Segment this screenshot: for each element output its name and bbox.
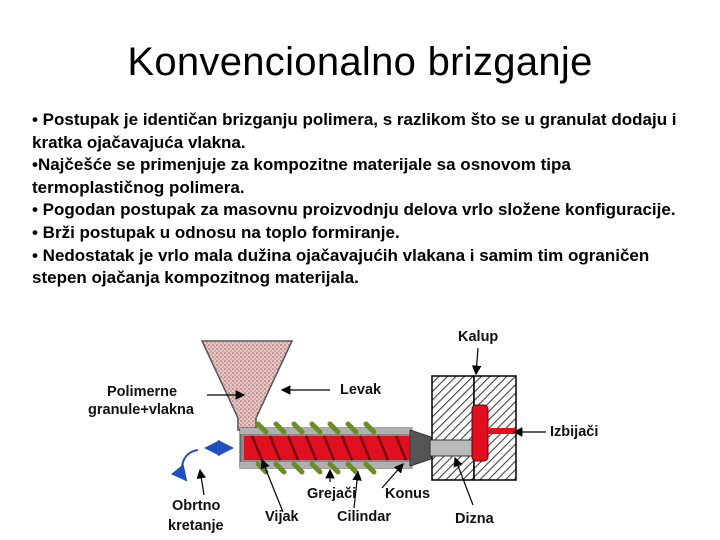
label-kretanje: kretanje <box>168 518 224 534</box>
bullet-item: • Brži postupak u odnosu na toplo formiranje. <box>32 222 400 242</box>
label-cilindar: Cilindar <box>337 509 391 525</box>
rotation-arc-icon <box>182 450 198 480</box>
label-konus: Konus <box>385 486 431 502</box>
bullet-item: • Pogodan postupak za masovnu proizvodnju delova vrlo složene konfiguracije. <box>32 200 676 220</box>
label-obrtno: Obrtno <box>172 498 221 514</box>
bullet-item: • Nedostatak je vrlo mala dužina ojačavajućih vlakana i samim tim ograničen stepen ojačanja kompozitnog materijala. <box>32 245 650 288</box>
mold-cavity <box>472 405 488 461</box>
ejector-pin <box>488 428 516 434</box>
bullet-item: •Najčešće se primenjuje za kompozitne materijale sa osnovom tipa termoplastičnog polimera. <box>32 155 571 197</box>
label-kalup: Kalup <box>458 329 499 345</box>
hopper-shape <box>202 341 292 430</box>
slide-title: Konvencionalno brizganje <box>127 40 593 84</box>
label-polimerne: Polimerne <box>107 384 178 400</box>
label-granule-vlakna: granule+vlakna <box>88 402 194 418</box>
label-levak: Levak <box>340 382 382 398</box>
screw <box>244 436 410 460</box>
label-izbijaci: Izbijači <box>550 424 599 440</box>
label-vijak: Vijak <box>265 509 299 525</box>
label-grejaci: Grejači <box>307 486 357 502</box>
mold-left-half <box>432 376 474 480</box>
label-dizna: Dizna <box>455 511 494 527</box>
bullet-item: • Postupak je identičan brizganju polimera, s razlikom što se u granulat dodaju i kratka ojačavajuća vlakna. <box>32 110 677 152</box>
